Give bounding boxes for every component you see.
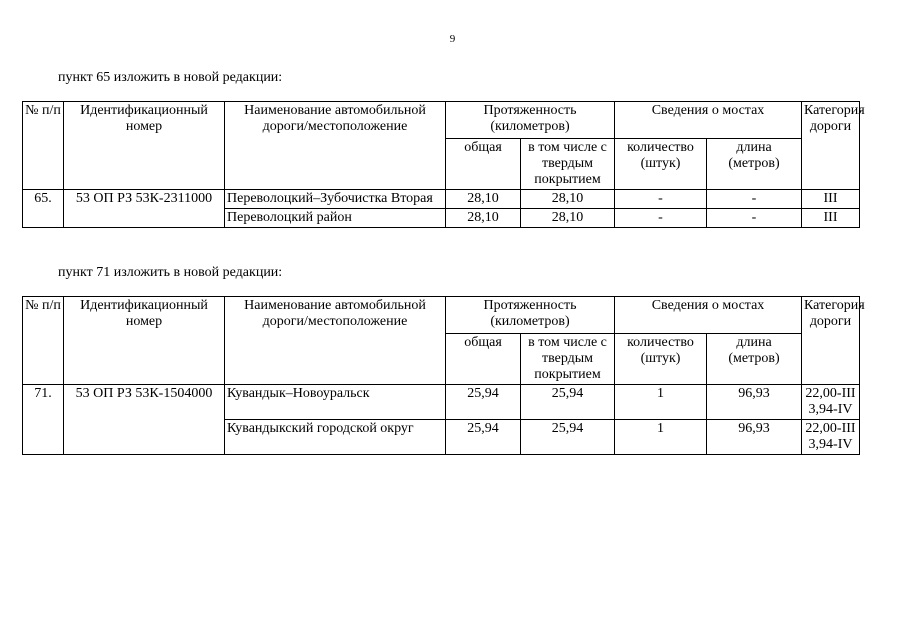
category-part: 22,00-III	[805, 386, 856, 401]
row-category: III	[802, 209, 860, 228]
row-id: 53 ОП РЗ 53К-2311000	[64, 190, 225, 228]
category-part: 3,94-IV	[808, 437, 853, 452]
row-total: 28,10	[446, 190, 521, 209]
row-name: Кувандык–Новоуральск	[225, 385, 446, 420]
row-total: 25,94	[446, 420, 521, 455]
header-total: общая	[446, 334, 521, 385]
header-category: Категория дороги	[802, 297, 860, 385]
header-count: количество (штук)	[615, 139, 707, 190]
row-total: 25,94	[446, 385, 521, 420]
header-no: № п/п	[23, 297, 64, 385]
header-bridges: Сведения о мостах	[615, 297, 802, 334]
header-total: общая	[446, 139, 521, 190]
header-paved: в том числе с твердым покрытием	[521, 139, 615, 190]
row-no: 65.	[23, 190, 64, 228]
header-bridge-length: длина (метров)	[707, 139, 802, 190]
row-category	[802, 420, 860, 455]
table-row	[23, 190, 860, 209]
row-id: 53 ОП РЗ 53К-1504000	[64, 385, 225, 455]
header-length: Протяженность (километров)	[446, 102, 615, 139]
header-no: № п/п	[23, 102, 64, 190]
page-number: 9	[449, 33, 456, 45]
header-length: Протяженность (километров)	[446, 297, 615, 334]
header-category: Категория дороги	[802, 102, 860, 190]
header-bridge-length: длина (метров)	[707, 334, 802, 385]
row-paved: 28,10	[521, 190, 615, 209]
header-count: количество (штук)	[615, 334, 707, 385]
row-count: 1	[615, 420, 707, 455]
row-total: 28,10	[446, 209, 521, 228]
header-name: Наименование автомобильной дороги/местоположение	[225, 102, 446, 190]
row-length: -	[707, 190, 802, 209]
row-category: III	[802, 190, 860, 209]
row-length: 96,93	[707, 420, 802, 455]
section1-intro: пункт 65 изложить в новой редакции:	[58, 70, 283, 85]
category-part: 22,00-III	[805, 421, 856, 436]
row-paved: 25,94	[521, 385, 615, 420]
row-length: -	[707, 209, 802, 228]
header-id: Идентификационный номер	[64, 102, 225, 190]
row-count: -	[615, 190, 707, 209]
row-name: Переволоцкий–Зубочистка Вторая	[225, 190, 446, 209]
section2-intro: пункт 71 изложить в новой редакции:	[58, 265, 283, 280]
header-paved: в том числе с твердым покрытием	[521, 334, 615, 385]
row-category	[802, 385, 860, 420]
row-paved: 28,10	[521, 209, 615, 228]
row-length: 96,93	[707, 385, 802, 420]
header-bridges: Сведения о мостах	[615, 102, 802, 139]
header-name: Наименование автомобильной дороги/местоположение	[225, 297, 446, 385]
row-paved: 25,94	[521, 420, 615, 455]
header-id: Идентификационный номер	[64, 297, 225, 385]
table-row	[23, 385, 860, 420]
row-no: 71.	[23, 385, 64, 455]
row-name: Кувандыкский городской округ	[225, 420, 446, 455]
table-road-71	[22, 296, 865, 455]
row-count: -	[615, 209, 707, 228]
category-part: 3,94-IV	[808, 402, 853, 417]
row-name: Переволоцкий район	[225, 209, 446, 228]
table-road-65	[22, 101, 865, 228]
row-count: 1	[615, 385, 707, 420]
